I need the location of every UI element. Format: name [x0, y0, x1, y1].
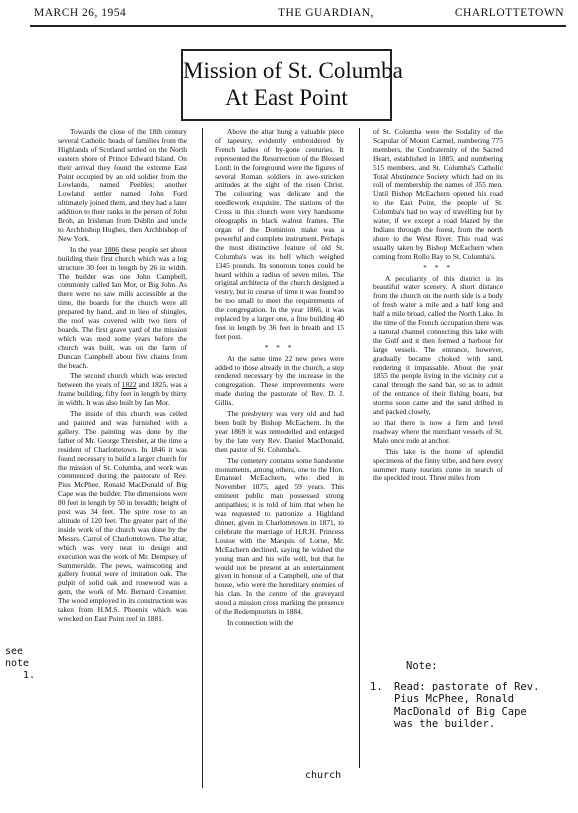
masthead: [34, 7, 564, 23]
paragraph: Above the altar hung a valuable piece of tapestry, evidently embroidered by French ladies of by-gone centuries. It represented the Resurrection of the Blessed Lord; in the foreground were the figures of several Roman soldiers in awe-stricken attitudes at the sight of the risen Christ. The colouring was delicate and the needlework exquisite. The stations of the Cross in this church were very handsome oleographs in black walnut frames. The organ of the Dominion make was a powerful and complete instrument. Perhaps the most distinctive feature of old St. Columba's was its bell which weighed 1345 pounds. Its sonorous tones could be heard within a radius of seven miles. The original architecta of the church designed a vestry, but in course of time it was found to be too small to meet the requirements of the congregation. In the year 1866, it was replaced by a larger one, a fine building 40 feet in length by 36 feet in breath and 15 feet post.: [215, 128, 344, 341]
note-line: Pius McPhee, Ronald: [394, 693, 515, 705]
handwritten-margin-note: [5, 646, 35, 682]
note-line: was the builder.: [394, 718, 496, 730]
masthead-rule: [30, 25, 566, 27]
column-rule-left: [202, 128, 203, 788]
headline-box: [181, 49, 403, 121]
note-title: Note:: [406, 660, 438, 672]
article-column-2: [215, 128, 344, 792]
section-stars: * * *: [423, 262, 453, 272]
note-item: [370, 681, 539, 731]
article-column-3: [373, 128, 503, 690]
paragraph: [58, 246, 187, 371]
paragraph: The presbytery was very old and had been built by Bishop McEachern. In the year 1869 it was remodelled and enlarged by the late very Rev. Daniel MacDonald, then pastor of St. Columba's.: [215, 409, 344, 454]
paragraph: The cemetery contains some handsome monuments, among others, one to the Hon. Emanuel McEachern, who died in November 1875, aged 59 years. This eminent public man possessed strong antipathies; it is told of him that when he was requested to patronize a Highland dinner, given in Charlottetown in 1871, to celebrate the marriage of H.R.H. Princess Louise with the Marquis of Lorne, Mr. McEachern declined, saying he wished the young man and his wife well, but that he would not be present at an entertainment given in honour of a Campbell, one of that house, who were the hereditary enemies of his clan. In the centre of the graveyard stood a mission cross marking the presence of the Redemptorists in 1884.: [215, 455, 344, 617]
paragraph: so that there is now a firm and level roadway where the merchant vessels of St. Malo once rode at anchor.: [373, 418, 503, 445]
paragraph: At the same time 22 new pews were added to those already in the church, a step rendered necessary by the increase in the congregation. These improvements were made during the pastorate of Rev. D. J. Gillis.: [215, 353, 344, 408]
paragraph: In connection with the: [227, 617, 294, 627]
paragraph: of St. Columba were the Sodality of the Scapular of Mount Carmel, numbering 775 members, the Confraternity of the Sacred Heart, established in 1885, and numbering 515 members, and St. Columba's Catholic Total Abstinence Society which had on its roll of membership the names of 355 men. Until Bishop McEachern opened his road to the East Point, the people of St. Columba's had no way of travelling but by water, if we except a road blazed by the Indians through the forest, from the north shore to the West River. This road was usually taken by Bishop McEachern when coming from Rollo Bay to St. Columba's.: [373, 128, 503, 261]
section-stars: * * *: [264, 342, 295, 352]
underlined-year: 1806: [104, 244, 120, 254]
underlined-year: 1822: [121, 380, 137, 390]
typed-correction-note: [370, 660, 539, 731]
text-run: The second church which was erected between the years of: [58, 371, 187, 390]
text-run: In the year: [70, 244, 105, 254]
paragraph: The inside of this church was ceiled and painted and was furnished with a gallery. The painting was done by the father of Mr. George Thresher, at the time a resident of Charlottetown. In 1846 it was found necessary to build a larger church for the mission of St. Columba, and work was commenced during the pastorate of Rev. Pius McPhee. Ronald MacDonald of Big Cape was the builder. The dimensions were 80 feet in length by 50 in breadth; height of post was 34 feet. The spire rose to an altitude of 120 feet. The greater part of the inside work of the church was done by the Messrs. Carrol of Charlottetown. The altar, which was very neat in design and execution was the work of Mr. Dempsey of Summerside. The pews, wainscoting and gallery frontal were of imitation oak. The pulpit of solid oak and rosewood was a gem, the work of Mr. Bernard Creamier. The wood employed in its construction was taken from H.M.S. Phoenix which was wrecked on East Point reef in 1881.: [58, 409, 187, 623]
paragraph: This lake is the home of splendid specimens of the finny tribe, and here every summer many tourists come in search of the speckled trout. Three miles from: [373, 446, 503, 483]
masthead-date: MARCH 26, 1954: [34, 7, 127, 19]
paragraph: Towards the close of the 18th century several Catholic heads of families from the Highlands of Scotland settled on the North eastern shore of Prince Edward Island. On their arrival they found the extreme East Point occupied by an old soldier from the Lowlands, named Peebles; another Lowland settler named John Ford ultimately joined them, and they had a later addition to their ranks in the person of John Broh, an Irishman from Dublin and uncle to Archbishop Hughes, then Archbishop of New York.: [58, 128, 187, 243]
note-item-number: 1.: [370, 680, 383, 693]
text-run: these people set about building their first church which was a log structure 30 feet in length by 26 in width. The builder was one John Campbell, commonly called Ian Mor, or Big John. As there were no saw mills accessible at the time, the boards for the church were all prepared by hand, and in lieu of shingles, the roof was covered with two tiers of boards. The first grave yard of the mission which was used some years before the church was built, was on the farm of Duncan Campbell about five chains from the beach.: [58, 244, 187, 370]
masthead-city: CHARLOTTETOWN: [454, 7, 564, 19]
masthead-paper-name: THE GUARDIAN,: [278, 7, 374, 19]
margin-note-line: 1.: [23, 670, 36, 681]
column-rule-right: [359, 128, 360, 768]
note-line: Read: pastorate of Rev.: [394, 680, 540, 693]
margin-note-line: see: [5, 646, 24, 657]
text-run: and 1825, was a frame building, fifty feet in length by thirty in width. It was also built by Ian Mor.: [58, 380, 187, 408]
note-line: MacDonald of Big Cape: [394, 705, 527, 718]
headline-line-1: Mission of St. Columba: [183, 58, 403, 83]
typed-continuation-word: church: [305, 770, 342, 781]
paragraph: A peculiarity of this district is its beautiful water scenery. A short distance from the church on the north side is a body of fresh water a mile and a half long and half a mile broad, called the North Lake. In the time of the French occupation there was a natural channel connecting this lake with the Gulf and it then formed a harbour for large vessels. The entrance, however, gradually became choked with sand, rendering it impassable. About the year 1855 the people living in the vicinity cut a canal through the sand bar, so as to admit of the entrance of their fishing boats, but storms soon came and the sand drifted in and packed closely,: [373, 273, 503, 417]
paragraph: [58, 372, 187, 408]
article-column-1: [58, 128, 187, 813]
margin-note-line: note: [5, 658, 30, 669]
headline-line-2: At East Point: [225, 85, 348, 110]
